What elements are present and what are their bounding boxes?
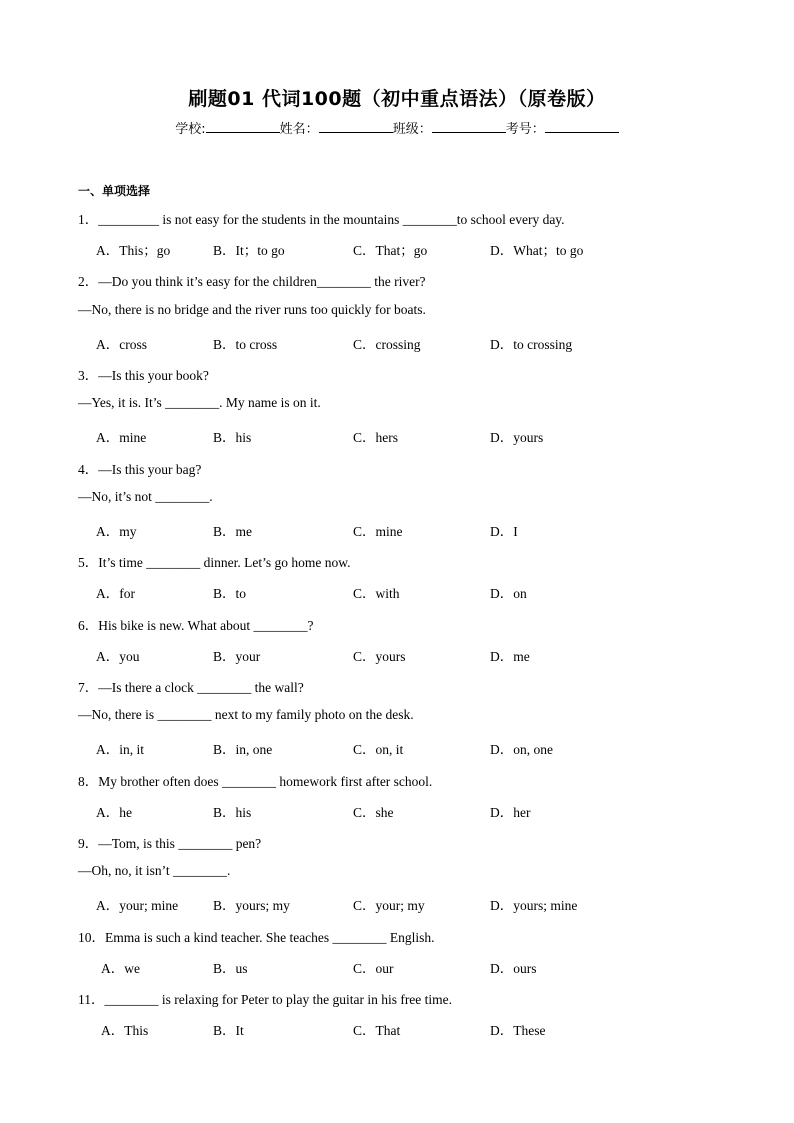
question-1-option-c[interactable]: C．That；go <box>353 243 428 258</box>
question-9-option-a[interactable]: A．your; mine <box>96 898 179 913</box>
question-5-stem: 5．It’s time ________ dinner. Let’s go home now. <box>78 555 351 570</box>
question-9-option-c[interactable]: C．your; my <box>353 898 425 913</box>
question-11-option-c[interactable]: C．That <box>353 1023 401 1038</box>
question-2-option-b[interactable]: B．to cross <box>213 337 278 352</box>
question-3-reply: —Yes, it is. It’s ________. My name is on it. <box>78 395 321 410</box>
question-1-option-d[interactable]: D．What；to go <box>490 243 584 258</box>
question-2-stem: 2．—Do you think it’s easy for the children________ the river? <box>78 274 426 289</box>
question-2-reply: —No, there is no bridge and the river runs too quickly for boats. <box>78 302 426 317</box>
exam-number-label: 考号： <box>505 122 545 137</box>
school-label: 学校: <box>175 122 206 137</box>
question-2-option-c[interactable]: C．crossing <box>353 337 421 352</box>
question-8-stem: 8．My brother often does ________ homework first after school. <box>78 774 433 789</box>
name-label: 姓名： <box>279 122 319 137</box>
page-title: 刷题01 代词100题（初中重点语法）（原卷版） <box>188 88 606 110</box>
question-6-option-a[interactable]: A．you <box>96 649 140 664</box>
question-10-option-d[interactable]: D．ours <box>490 961 537 976</box>
question-5-option-b[interactable]: B．to <box>213 586 247 601</box>
question-3-option-a[interactable]: A．mine <box>96 430 147 445</box>
question-1-option-b[interactable]: B．It；to go <box>213 243 285 258</box>
question-5-option-d[interactable]: D．on <box>490 586 527 601</box>
question-4-option-d[interactable]: D．I <box>490 524 518 539</box>
question-8-option-c[interactable]: C．she <box>353 805 394 820</box>
school-blank[interactable] <box>206 120 280 133</box>
question-3-option-c[interactable]: C．hers <box>353 430 398 445</box>
question-8-option-b[interactable]: B．his <box>213 805 252 820</box>
question-10-option-c[interactable]: C．our <box>353 961 394 976</box>
class-label: 班级： <box>392 122 432 137</box>
question-7-stem: 7．—Is there a clock ________ the wall? <box>78 680 304 695</box>
name-blank[interactable] <box>319 120 393 133</box>
question-7-option-c[interactable]: C．on, it <box>353 742 404 757</box>
question-7-option-b[interactable]: B．in, one <box>213 742 273 757</box>
question-4-option-b[interactable]: B．me <box>213 524 252 539</box>
question-11-stem: 11．________ is relaxing for Peter to play the guitar in his free time. <box>78 992 453 1007</box>
question-6-option-c[interactable]: C．yours <box>353 649 406 664</box>
question-3-stem: 3．—Is this your book? <box>78 368 209 383</box>
question-8-option-d[interactable]: D．her <box>490 805 531 820</box>
question-4-reply: —No, it’s not ________. <box>78 489 213 504</box>
question-11-option-a[interactable]: A．This <box>101 1023 149 1038</box>
question-9-reply: —Oh, no, it isn’t ________. <box>78 863 231 878</box>
section-heading: 一、单项选择 <box>78 184 151 198</box>
question-4-option-c[interactable]: C．mine <box>353 524 403 539</box>
question-11-option-d[interactable]: D．These <box>490 1023 546 1038</box>
question-8-option-a[interactable]: A．he <box>96 805 132 820</box>
question-9-option-b[interactable]: B．yours; my <box>213 898 290 913</box>
question-5-option-c[interactable]: C．with <box>353 586 400 601</box>
class-blank[interactable] <box>432 120 506 133</box>
question-4-stem: 4．—Is this your bag? <box>78 462 202 477</box>
question-4-option-a[interactable]: A．my <box>96 524 137 539</box>
question-7-reply: —No, there is ________ next to my family photo on the desk. <box>78 707 414 722</box>
question-6-stem: 6．His bike is new. What about ________? <box>78 618 314 633</box>
exam-number-blank[interactable] <box>545 120 619 133</box>
question-11-option-b[interactable]: B．It <box>213 1023 244 1038</box>
question-3-option-b[interactable]: B．his <box>213 430 252 445</box>
question-7-option-a[interactable]: A．in, it <box>96 742 145 757</box>
question-5-option-a[interactable]: A．for <box>96 586 135 601</box>
question-9-stem: 9．—Tom, is this ________ pen? <box>78 836 262 851</box>
question-10-option-a[interactable]: A．we <box>101 961 140 976</box>
question-6-option-b[interactable]: B．your <box>213 649 261 664</box>
question-3-option-d[interactable]: D．yours <box>490 430 544 445</box>
question-1-stem: 1．_________ is not easy for the students in the mountains ________to school every day. <box>78 212 565 227</box>
question-7-option-d[interactable]: D．on, one <box>490 742 553 757</box>
question-6-option-d[interactable]: D．me <box>490 649 530 664</box>
question-10-stem: 10．Emma is such a kind teacher. She teaches ________ English. <box>78 930 435 945</box>
question-2-option-a[interactable]: A．cross <box>96 337 147 352</box>
question-10-option-b[interactable]: B．us <box>213 961 248 976</box>
question-1-option-a[interactable]: A．This；go <box>96 243 171 258</box>
question-2-option-d[interactable]: D．to crossing <box>490 337 573 352</box>
student-info-line <box>0 118 794 137</box>
question-9-option-d[interactable]: D．yours; mine <box>490 898 578 913</box>
